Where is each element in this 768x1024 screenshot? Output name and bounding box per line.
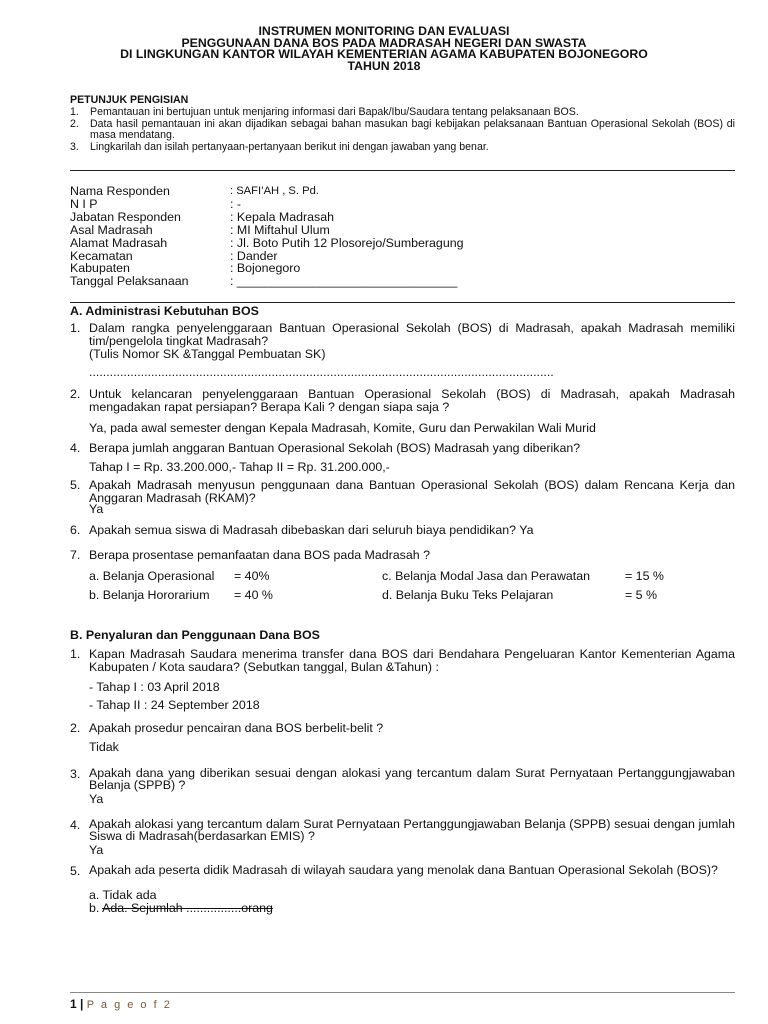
question-a7: 7. Berapa prosentase pemanfaatan dana BOS pada Madrasah ? xyxy=(70,548,430,562)
question-b5: 5. Apakah ada peserta didik Madrasah di wilayah saudara yang menolak dana Bantuan Operasional Sekolah (BOS)? xyxy=(70,863,718,878)
question-a5-answer: Ya xyxy=(89,502,104,516)
question-a4-answer: Tahap I = Rp. 33.200.000,- Tahap II = Rp. 31.200.000,- xyxy=(89,460,390,474)
document-header xyxy=(0,26,768,72)
header-line-1: INSTRUMEN MONITORING DAN EVALUASI xyxy=(258,24,510,38)
question-b5-option-a: a. Tidak ada xyxy=(89,888,157,902)
page-label: P a g e o f 2 xyxy=(86,999,172,1011)
header-line-3: DI LINGKUNGAN KANTOR WILAYAH KEMENTERIAN AGAMA KABUPATEN BOJONEGORO xyxy=(120,47,648,62)
divider xyxy=(70,302,735,303)
respondent-info xyxy=(70,185,464,288)
instructions-title: PETUNJUK PENGISIAN xyxy=(70,94,189,106)
percentage-table xyxy=(70,570,735,610)
question-a5: 5. Apakah Madrasah menyusun penggunaan dana Bantuan Operasional Sekolah (BOS) dalam Rencana Kerja dan Anggaran Madrasah (RKAM)? xyxy=(70,478,735,505)
item-c-label: c. Belanja Modal Jasa dan Perawatan xyxy=(382,569,591,583)
respondent-row: Jabatan Responden : Kepala Madrasah xyxy=(70,209,335,224)
instruction-item: 1. Pemantauan ini bertujuan untuk menjaring informasi dari Bapak/Ibu/Saudara tentang pelaksanaan BOS. xyxy=(70,105,579,118)
question-b4-answer: Ya xyxy=(89,843,104,857)
question-a6: 6. Apakah semua siswa di Madrasah dibebaskan dari seluruh biaya pendidikan? Ya xyxy=(70,523,534,537)
section-a-title: A. Administrasi Kebutuhan BOS xyxy=(70,304,259,318)
respondent-row: Kecamatan : Dander xyxy=(70,248,278,263)
question-b4: 4. Apakah alokasi yang tercantum dalam Surat Pernyataan Pertanggungjawaban Belanja (SPPB) sesuai dengan jumlah Siswa di Madrasah(berdasarkan EMIS) ? xyxy=(70,817,735,843)
respondent-row: Asal Madrasah : MI Miftahul Ulum xyxy=(70,222,330,237)
question-b2: 2. Apakah prosedur pencairan dana BOS berbelit-belit ? xyxy=(70,721,384,735)
question-a2-answer: Ya, pada awal semester dengan Kepala Madrasah, Komite, Guru dan Perwakilan Wali Murid xyxy=(89,421,596,435)
question-b2-answer: Tidak xyxy=(89,740,119,754)
header-line-2: PENGGUNAAN DANA BOS PADA MADRASAH NEGERI DAN SWASTA xyxy=(181,35,587,50)
respondent-row: Kabupaten : Bojonegoro xyxy=(70,261,301,276)
instruction-item: 2. Data hasil pemantauan ini akan dijadikan sebagai bahan masukan bagi kebijakan pelaksanaan Bantuan Operasional Sekolah (BOS) di masa mendatang. xyxy=(70,117,735,142)
item-c-value: = 15 % xyxy=(625,569,664,583)
section-b-title: B. Penyaluran dan Penggunaan Dana BOS xyxy=(70,628,320,642)
question-b1-tahap1: - Tahap I : 03 April 2018 xyxy=(89,680,220,694)
respondent-row: Nama Responden : SAFI’AH , S. Pd. xyxy=(70,184,319,198)
question-a1: 1. Dalam rangka penyelenggaraan Bantuan Operasional Sekolah (BOS) di Madrasah, apakah Madrasah memiliki tim/pengelola tingkat Madrasah? xyxy=(70,321,735,348)
respondent-row: N I P : - xyxy=(70,196,242,211)
instruction-item: 3. Lingkarilah dan isilah pertanyaan-pertanyaan berikut ini dengan jawaban yang benar. xyxy=(70,141,489,154)
question-b1-tahap2: - Tahap II : 24 September 2018 xyxy=(89,698,260,712)
question-a1-answer: ....................................................................................................................................... xyxy=(89,365,554,379)
question-a2: 2. Untuk kelancaran penyelenggaraan Bantuan Operasional Sekolah (BOS) di Madrasah, apakah Madrasah mengadakan rapat persiapan? Berapa Kali ? dengan siapa saja ? xyxy=(70,387,735,414)
question-b5-option-b: b. Ada. Sejumlah ................orang xyxy=(89,901,273,915)
item-a-label: a. Belanja Operasional xyxy=(89,569,215,583)
item-b-value: = 40 % xyxy=(234,588,273,602)
item-a-value: = 40% xyxy=(234,569,270,583)
footer-divider xyxy=(70,992,735,993)
question-b1: 1. Kapan Madrasah Saudara menerima transfer dana BOS dari Bendahara Pengeluaran Kantor Kementerian Agama Kabupaten / Kota saudara? (Sebutkan tanggal, Bulan &Tahun) : xyxy=(70,647,735,674)
page-footer: 1 | P a g e o f 2 xyxy=(70,997,172,1011)
divider xyxy=(70,170,735,171)
respondent-row: Alamat Madrasah : Jl. Boto Putih 12 Plosorejo/Sumberagung xyxy=(70,235,464,250)
question-b3-answer: Ya xyxy=(89,792,104,806)
instructions xyxy=(70,95,735,154)
page-number: 1 xyxy=(70,997,77,1011)
header-line-4: TAHUN 2018 xyxy=(347,58,421,73)
respondent-row: Tanggal Pelaksanaan : ________________________________ xyxy=(70,274,458,289)
question-a1-note: (Tulis Nomor SK &Tanggal Pembuatan SK) xyxy=(89,347,326,361)
item-b-label: b. Belanja Hororarium xyxy=(89,588,210,602)
question-b3: 3. Apakah dana yang diberikan sesuai dengan alokasi yang tercantum dalam Surat Pernyataan Pertanggungjawaban Belanja (SPPB) ? xyxy=(70,766,735,792)
item-d-value: = 5 % xyxy=(625,588,658,602)
item-d-label: d. Belanja Buku Teks Pelajaran xyxy=(382,588,554,602)
question-a4: 4. Berapa jumlah anggaran Bantuan Operasional Sekolah (BOS) Madrasah yang diberikan? xyxy=(70,441,581,455)
